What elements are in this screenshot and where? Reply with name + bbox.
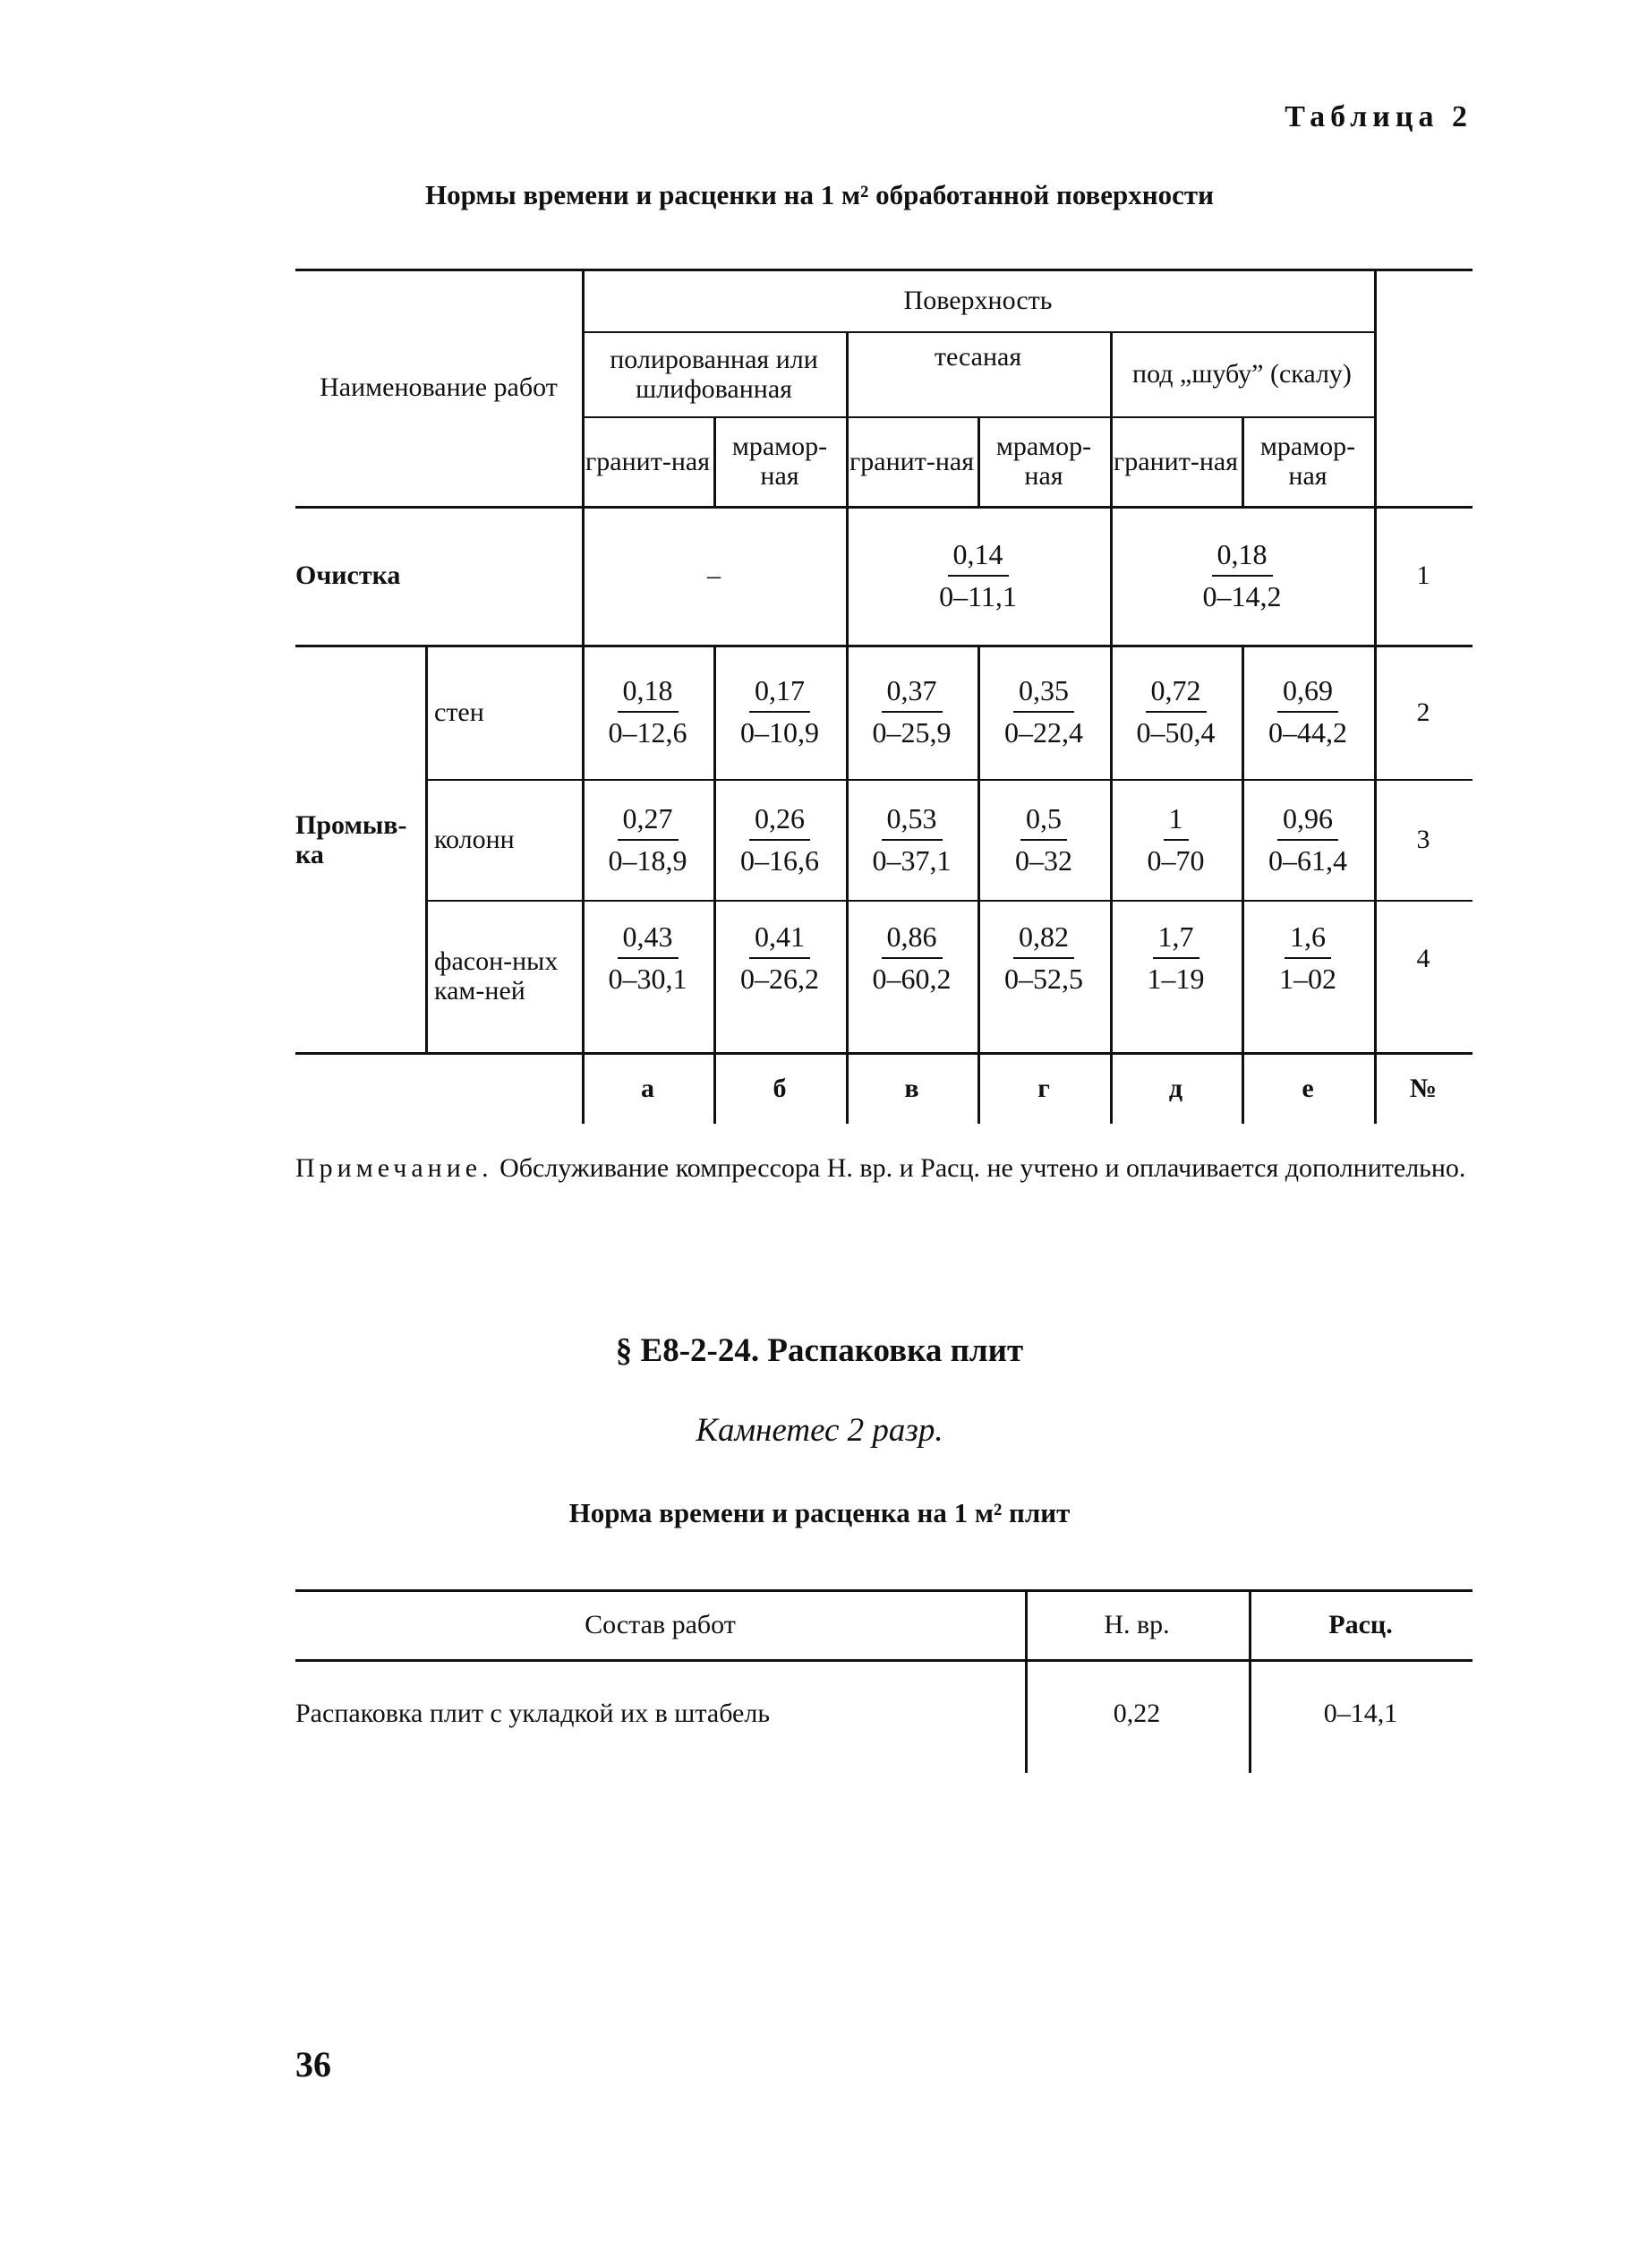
unpacking-table [295,1589,1473,1773]
header-work-composition: Состав работ [585,1609,736,1639]
shaped-cell-v: $\frac{0,86}{0-60,2}$ [872,920,952,995]
footer-number-sign: № [1409,1073,1438,1103]
footer-letter-g: г [1037,1073,1050,1103]
header-rate: Расц. [1328,1609,1393,1639]
walls-cell-b: $\frac{0,17}{0-10,9}$ [740,674,819,749]
col-name-header: Наименование работ [320,372,558,402]
surface-header: Поверхность [903,285,1053,315]
columns-cell-d: $\frac{1}{0-70}$ [1147,801,1205,877]
row-number-1: 1 [1416,561,1430,590]
note-label: Примечание. [295,1153,493,1183]
work-description: Распаковка плит с укладкой их в штабель [295,1698,771,1728]
cleaning-hewn: $\frac{0,14}{0-11,1}$ [939,537,1017,612]
walls-cell-g: $\frac{0,35}{0-22,4}$ [1004,674,1083,749]
subcol-b: мрамор-ная [731,432,828,491]
walls-cell-v: $\frac{0,37}{0-25,9}$ [872,674,952,749]
group-hewn: тесаная [934,342,1022,372]
row-number-4: 4 [1416,943,1430,973]
row-number-2: 2 [1416,697,1430,727]
cleaning-rough: $\frac{0,18}{0-14,2}$ [1202,537,1282,612]
subcol-v: гранит-ная [849,446,974,476]
section-title: § Е8-2-24. Распаковка плит [615,1332,1024,1369]
footer-letter-b: б [773,1073,787,1103]
columns-cell-b: $\frac{0,26}{0-16,6}$ [740,801,819,877]
table-label: Таблица 2 [1285,100,1473,133]
shaped-cell-b: $\frac{0,41}{0-26,2}$ [740,920,819,995]
shaped-cell-e: $\frac{1,6}{1-02}$ [1279,920,1336,995]
table-title: Нормы времени и расценки на 1 м² обработанной поверхности [424,179,1215,210]
row-label-walls: стен [434,697,484,727]
shaped-cell-d: $\frac{1,7}{1-19}$ [1147,920,1205,995]
section-subtitle: Камнетес 2 разр. [696,1412,943,1449]
walls-cell-a: $\frac{0,18}{0-12,6}$ [608,674,687,749]
row-label-columns: колонн [434,825,515,854]
cleaning-polished: – [707,561,721,590]
subcol-a: гранит-ная [585,446,710,476]
row-label-shaped: фасон-ных кам-ней [434,946,559,1006]
time-norm-value: 0,22 [1113,1698,1161,1728]
row-label-cleaning: Очистка [295,561,401,590]
columns-cell-a: $\frac{0,27}{0-18,9}$ [608,801,687,877]
note-text: Обслуживание компрессора Н. вр. и Расц. не учтено и оплачивается дополнительно. [499,1153,1466,1183]
walls-cell-e: $\frac{0,69}{0-44,2}$ [1268,674,1347,749]
columns-cell-e: $\frac{0,96}{0-61,4}$ [1268,801,1347,877]
footer-letter-v: в [904,1073,919,1103]
page-number: 36 [295,2044,331,2084]
rate-value: 0–14,1 [1323,1698,1398,1728]
shaped-cell-a: $\frac{0,43}{0-30,1}$ [608,920,687,995]
walls-cell-d: $\frac{0,72}{0-50,4}$ [1136,674,1216,749]
table2-title: Норма времени и расценка на 1 м² плит [568,1497,1071,1528]
footer-letter-d: д [1168,1073,1183,1103]
row-number-3: 3 [1416,825,1430,854]
columns-cell-v: $\frac{0,53}{0-37,1}$ [872,801,952,877]
shaped-cell-g: $\frac{0,82}{0-52,5}$ [1004,920,1083,995]
columns-cell-g: $\frac{0,5}{0-32}$ [1015,801,1072,877]
footer-letter-e: е [1302,1073,1314,1103]
group-polished: полированная или шлифованная [610,344,818,404]
subcol-d: гранит-ная [1114,446,1238,476]
subcol-e: мрамор-ная [1259,432,1356,491]
group-rough: под „шубу” (скалу) [1132,359,1352,389]
norms-table [295,269,1473,1124]
note [295,1148,1477,1189]
subcol-g: мрамор-ная [995,432,1092,491]
row-label-washing: Промыв-ка [295,809,407,869]
footer-letter-a: а [641,1073,654,1103]
header-time-norm: Н. вр. [1104,1609,1170,1639]
